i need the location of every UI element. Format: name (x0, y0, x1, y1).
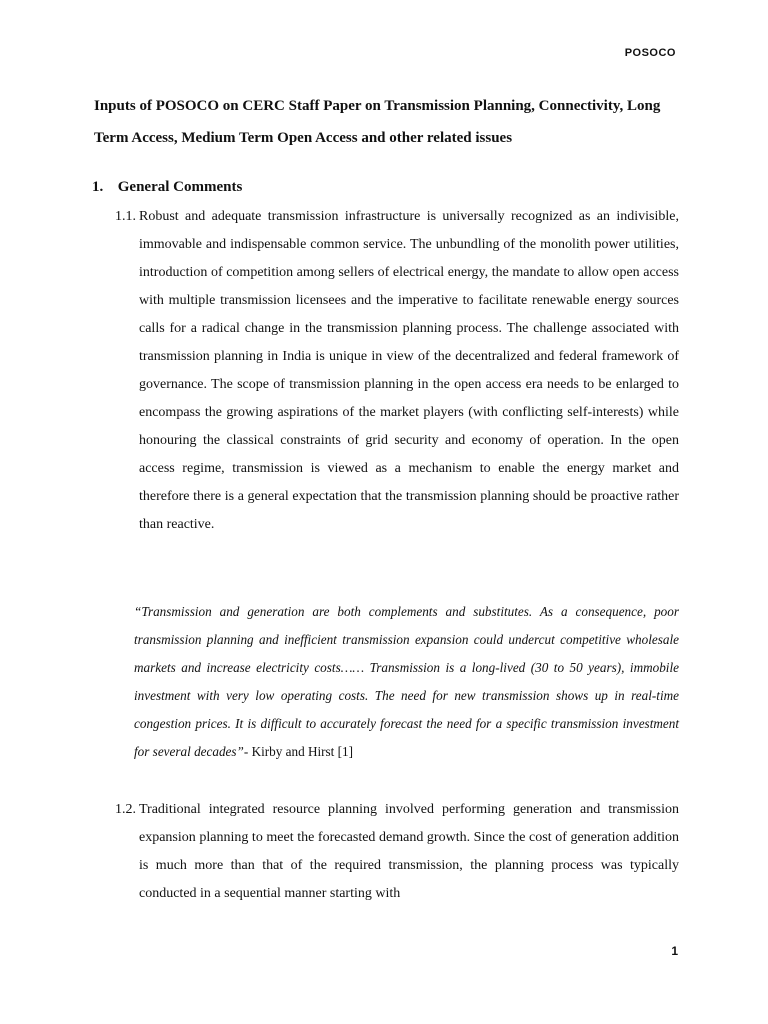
block-quote (134, 598, 679, 766)
header-org-label: POSOCO (624, 47, 676, 59)
paragraph-text: Robust and adequate transmission infrastructure is universally recognized as an indivisible, immovable and indispensable common service. The unbundling of the monolith power utilities, introduction of competition among sellers of electrical energy, the mandate to allow open access with multiple transmission licensees and the imperative to facilitate renewable energy sources calls for a radical change in the transmission planning process. The challenge associated with transmission planning in India is unique in view of the decentralized and federal framework of governance. The scope of transmission planning in the open access era needs to be enlarged to encompass the growing aspirations of the market players (with conflicting self-interests) while honouring the classical constraints of grid security and economy of operation. In the open access regime, transmission is viewed as a mechanism to enable the energy market and therefore there is a general expectation that the transmission planning should be proactive rather than reactive. (139, 209, 679, 532)
paragraph-1-2 (115, 796, 679, 908)
quote-text: “Transmission and generation are both complements and substitutes. As a consequence, poor transmission planning and inefficient transmission expansion could undercut competitive wholesale markets and increase electricity costs…… Transmission is a long-lived (30 to 50 years), immobile investment with very low operating costs. The need for new transmission shows up in real-time congestion prices. It is difficult to accurately forecast the need for a specific transmission investment for several decades” (134, 604, 679, 759)
quote-citation: - Kirby and Hirst [1] (243, 744, 354, 759)
paragraph-number: 1.1. (115, 209, 136, 224)
paragraph-number: 1.2. (115, 802, 136, 817)
page-number: 1 (671, 944, 678, 958)
section-title: General Comments (117, 179, 243, 195)
document-title: Inputs of POSOCO on CERC Staff Paper on Transmission Planning, Connectivity, Long Term Access, Medium Term Open Access and other related issues (94, 98, 661, 146)
paragraph-text: Traditional integrated resource planning involved performing generation and transmission expansion planning to meet the forecasted demand growth. Since the cost of generation addition is much more than that of the required transmission, the planning process was typically conducted in a sequential manner starting with (139, 802, 679, 901)
section-number: 1. (92, 179, 104, 195)
section-heading (92, 174, 242, 200)
paragraph-1-1 (115, 203, 679, 539)
